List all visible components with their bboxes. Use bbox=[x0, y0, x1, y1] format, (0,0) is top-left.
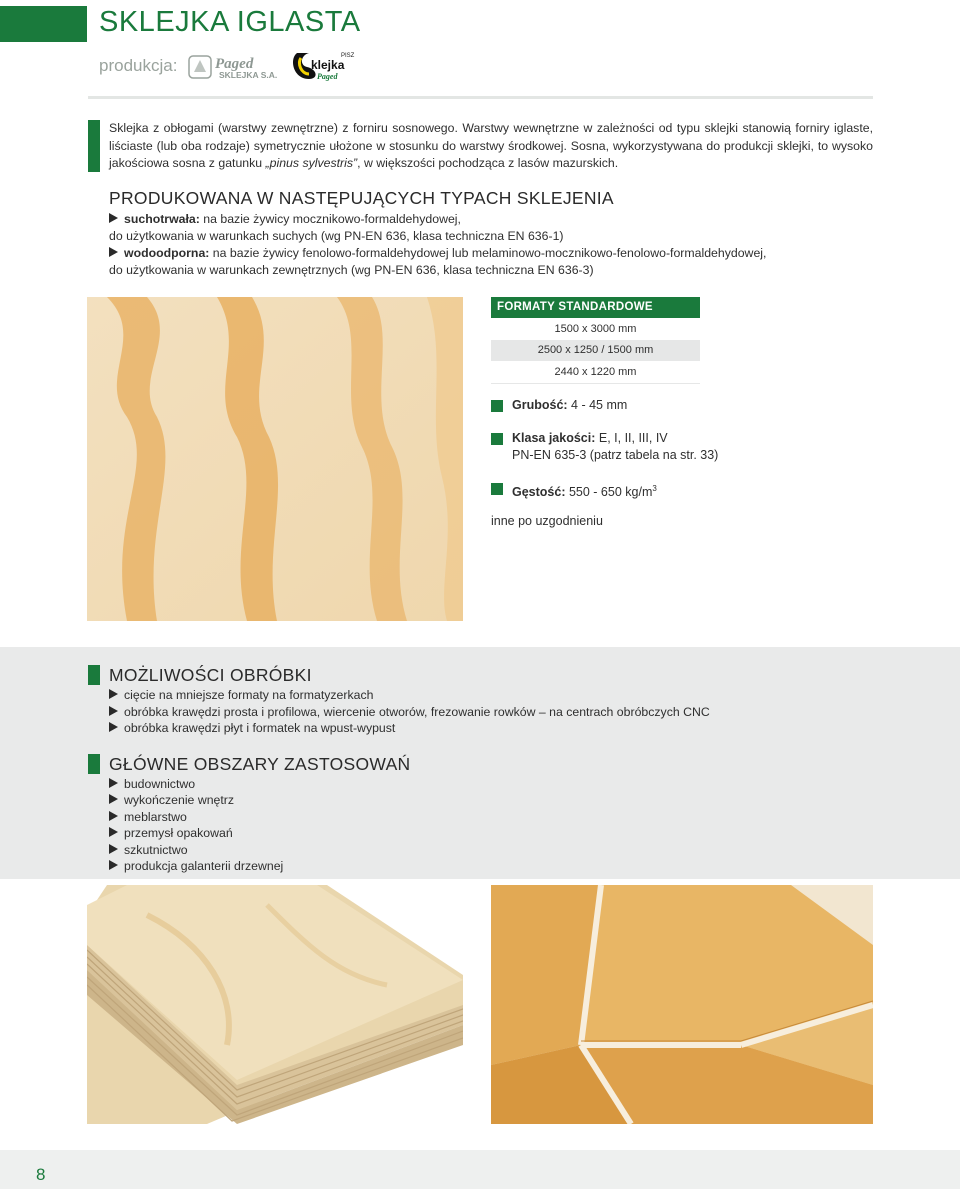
stacked-plywood-sheets-image bbox=[87, 885, 463, 1124]
bullet-arrow-icon bbox=[109, 213, 118, 223]
applications-heading: GŁÓWNE OBSZARY ZASTOSOWAŃ bbox=[109, 754, 411, 774]
bullet-arrow-icon bbox=[109, 844, 118, 854]
list-item: wykończenie wnętrz bbox=[109, 792, 234, 809]
bullet-arrow-icon bbox=[109, 722, 118, 732]
svg-text:Paged: Paged bbox=[317, 72, 338, 81]
bullet-arrow-icon bbox=[109, 778, 118, 788]
types-heading: PRODUKOWANA W NASTĘPUJĄCYCH TYPACH SKLEJENIA bbox=[109, 188, 614, 208]
page-title: SKLEJKA IGLASTA bbox=[99, 6, 361, 38]
list-item: obróbka krawędzi płyt i formatek na wpust-wypust bbox=[109, 720, 395, 737]
bullet-arrow-icon bbox=[109, 794, 118, 804]
intro-paragraph: Sklejka z obłogami (warstwy zewnętrzne) z forniru sosnowego. Warstwy wewnętrzne w zależności od typu sklejki stanowią forniry iglaste, liściaste (lub oba rodzaje) symetrycznie ułożone w stosunku do warstwy środkowej. Sosna, wykorzystywana do produkcji sklejki, to wysoko jakościowa sosna z gatunku „pinus sylvestris”, w większości pochodząca z lasów mazurskich. bbox=[109, 121, 873, 170]
page-number: 8 bbox=[36, 1165, 46, 1184]
type-item-dry: suchotrwała: na bazie żywicy mocznikowo-formaldehydowej, do użytkowania w warunkach suchych (wg PN-EN 636, klasa techniczna EN 636-1) bbox=[109, 212, 564, 243]
bullet-arrow-icon bbox=[109, 827, 118, 837]
list-item: przemysł opakowań bbox=[109, 825, 233, 842]
green-square-bullet-icon bbox=[491, 433, 503, 445]
green-square-bullet-icon bbox=[491, 400, 503, 412]
list-item: cięcie na mniejsze formaty na formatyzerkach bbox=[109, 687, 373, 704]
formats-table-header: FORMATY STANDARDOWE bbox=[491, 297, 700, 318]
list-item: produkcja galanterii drzewnej bbox=[109, 858, 283, 875]
other-sizes-note: inne po uzgodnieniu bbox=[491, 514, 603, 528]
formats-row: 2500 x 1250 / 1500 mm bbox=[491, 340, 700, 361]
footer-band bbox=[0, 1150, 960, 1189]
svg-text:PISZ: PISZ bbox=[341, 53, 355, 59]
list-item: budownictwo bbox=[109, 776, 195, 793]
pine-plywood-surface-image bbox=[87, 297, 463, 621]
list-item: obróbka krawędzi prosta i profilowa, wiercenie otworów, frezowanie rowków – na centrach obróbczych CNC bbox=[109, 704, 710, 721]
svg-text:klejka: klejka bbox=[311, 58, 345, 72]
formats-row: 1500 x 3000 mm bbox=[491, 319, 700, 340]
bullet-arrow-icon bbox=[109, 247, 118, 257]
bullet-arrow-icon bbox=[109, 706, 118, 716]
density-property: Gęstość: 550 - 650 $kg/m^3$ bbox=[512, 484, 657, 500]
header-divider bbox=[88, 96, 873, 99]
list-item: meblarstwo bbox=[109, 809, 187, 826]
formats-row: 2440 x 1220 mm bbox=[491, 362, 700, 384]
svg-text:Paged: Paged bbox=[215, 56, 254, 72]
bullet-arrow-icon bbox=[109, 860, 118, 870]
bullet-arrow-icon bbox=[109, 811, 118, 821]
section-accent-bar bbox=[88, 754, 100, 774]
green-square-bullet-icon bbox=[491, 483, 503, 495]
thickness-property: Grubość: 4 - 45 mm bbox=[512, 398, 628, 412]
latin-name: „pinus sylvestris” bbox=[265, 156, 358, 170]
title-accent-bar bbox=[0, 6, 87, 42]
list-item: szkutnictwo bbox=[109, 842, 188, 859]
svg-text:SKLEJKA S.A.: SKLEJKA S.A. bbox=[219, 70, 278, 80]
intro-accent-bar bbox=[88, 120, 100, 172]
bullet-arrow-icon bbox=[109, 689, 118, 699]
plywood-construction-image bbox=[491, 885, 873, 1124]
processing-heading: MOŻLIWOŚCI OBRÓBKI bbox=[109, 665, 312, 685]
quality-property: Klasa jakości: E, I, II, III, IV PN-EN 635-3 (patrz tabela na str. 33) bbox=[512, 431, 719, 462]
producer-label: produkcja: bbox=[99, 56, 178, 75]
section-accent-bar bbox=[88, 665, 100, 685]
pisz-sklejka-logo bbox=[291, 49, 357, 83]
paged-sklejka-logo bbox=[188, 54, 280, 80]
type-item-waterproof: wodoodporna: na bazie żywicy fenolowo-formaldehydowej lub melaminowo-mocznikowo-fenolowo-formaldehydowej, do użytkowania w warunkach zewnętrznych (wg PN-EN 636, klasa techniczna EN 636-3) bbox=[109, 246, 767, 277]
